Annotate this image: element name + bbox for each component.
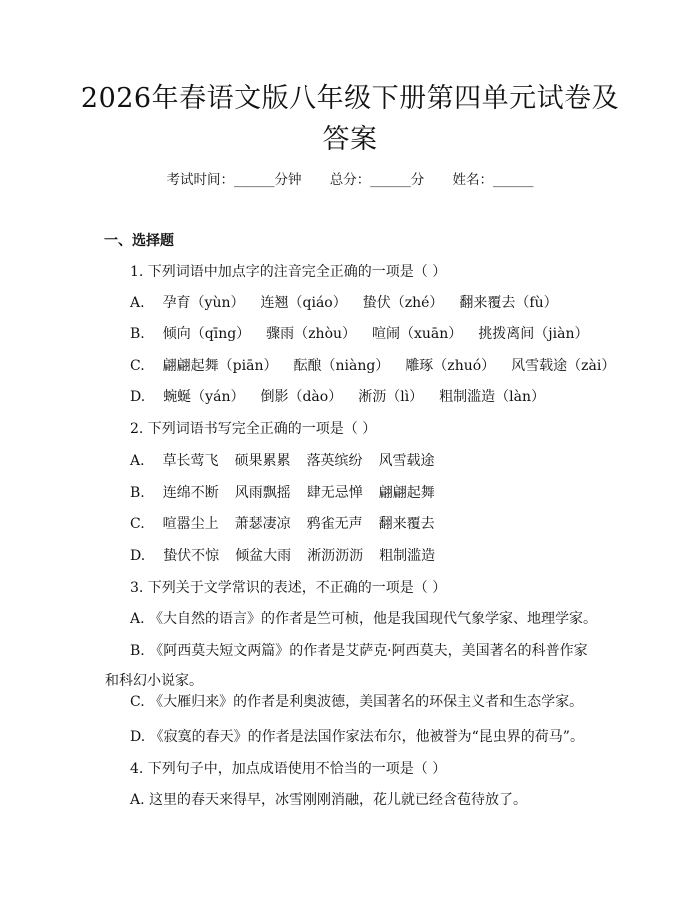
q2-option-c [130, 514, 451, 534]
option-item: 翻来覆去 [378, 516, 435, 532]
question-1-stem: 1. 下列词语中加点字的注音完全正确的一项是（ ） [130, 264, 447, 280]
option-label: C. [130, 358, 145, 374]
option-item: 喧嚣尘上 [162, 516, 219, 532]
exam-score: 总分：______分 [329, 172, 425, 188]
option-item: 风雪载途（zài） [511, 358, 616, 374]
option-item: 落英缤纷 [306, 453, 363, 469]
option-item: 雕琢（zhuó） [405, 358, 496, 374]
exam-meta [0, 168, 700, 188]
option-item: 骤雨（zhòu） [266, 326, 357, 342]
q3-option-c: C. 《大雁归来》的作者是利奥波德，美国著名的环保主义者和生态学家。 [130, 694, 584, 710]
option-item: 风雨飘摇 [234, 485, 291, 501]
option-item: 萧瑟凄凉 [234, 516, 291, 532]
option-item: 肆无忌惮 [306, 485, 363, 501]
option-item: 连翘（qiáo） [260, 295, 347, 311]
q2-option-b [130, 483, 451, 503]
question-3-stem: 3. 下列关于文学常识的表述，不正确的一项是（ ） [130, 580, 447, 596]
option-item: 连绵不断 [162, 485, 219, 501]
option-item: 草长莺飞 [162, 453, 219, 469]
option-label: A. [130, 453, 145, 469]
option-label: D. [130, 548, 146, 564]
option-label: D. [130, 389, 146, 405]
q1-option-d [130, 387, 561, 407]
q1-option-b [130, 324, 604, 344]
q3-option-b: B. 《阿西莫夫短文两篇》的作者是艾萨克·阿西莫夫，美国著名的科普作家和科幻小说家。 [105, 643, 588, 689]
exam-name: 姓名：______ [452, 172, 534, 188]
option-item: 鸦雀无声 [306, 516, 363, 532]
option-item: 蜿蜒（yán） [163, 389, 245, 405]
option-label: A. [130, 295, 145, 311]
title-line-1: 2026年春语文版八年级下册第四单元试卷及 [80, 83, 620, 114]
option-item: 倒影（dào） [260, 389, 343, 405]
option-item: 蛰伏（zhé） [362, 295, 444, 311]
option-item: 粗制滥造 [379, 548, 436, 564]
option-item: 挑拨离间（jiàn） [478, 326, 589, 342]
option-item: 蛰伏不惊 [163, 548, 220, 564]
option-item: 倾盆大雨 [235, 548, 292, 564]
option-item: 淅沥沥沥 [307, 548, 364, 564]
title-line-2: 答案 [322, 124, 378, 155]
option-item: 翩翩起舞（piān） [162, 358, 278, 374]
question-2-stem: 2. 下列词语书写完全正确的一项是（ ） [130, 421, 377, 437]
exam-time: 考试时间：______分钟 [166, 172, 302, 188]
q1-option-c [130, 356, 631, 376]
option-item: 翻来覆去（fù） [459, 295, 558, 311]
option-item: 翩翩起舞 [378, 485, 435, 501]
q2-option-d [130, 546, 451, 566]
q3-option-a: A. 《大自然的语言》的作者是竺可桢，他是我国现代气象学家、地理学家。 [130, 611, 598, 627]
q3-option-d: D. 《寂寞的春天》的作者是法国作家法布尔，他被誉为“昆虫界的荷马”。 [130, 729, 584, 745]
option-item: 孕育（yùn） [162, 295, 245, 311]
option-item: 淅沥（lì） [358, 389, 424, 405]
page-title [70, 78, 630, 160]
question-4-stem: 4. 下列句子中，加点成语使用不恰当的一项是（ ） [130, 761, 447, 777]
section-heading: 一、选择题 [104, 233, 174, 249]
option-item: 喧闹（xuān） [372, 326, 463, 342]
option-item: 酝酿（niàng） [293, 358, 390, 374]
option-item: 硕果累累 [234, 453, 291, 469]
q4-option-a: A. 这里的春天来得早，冰雪刚刚消融，花儿就已经含苞待放了。 [130, 792, 528, 808]
option-item: 风雪载途 [378, 453, 435, 469]
option-label: C. [130, 516, 145, 532]
option-label: B. [130, 326, 145, 342]
q1-option-a [130, 293, 574, 313]
option-item: 粗制滥造（làn） [439, 389, 546, 405]
option-item: 倾向（qīng） [162, 326, 251, 342]
option-label: B. [130, 485, 145, 501]
q2-option-a [130, 451, 451, 471]
